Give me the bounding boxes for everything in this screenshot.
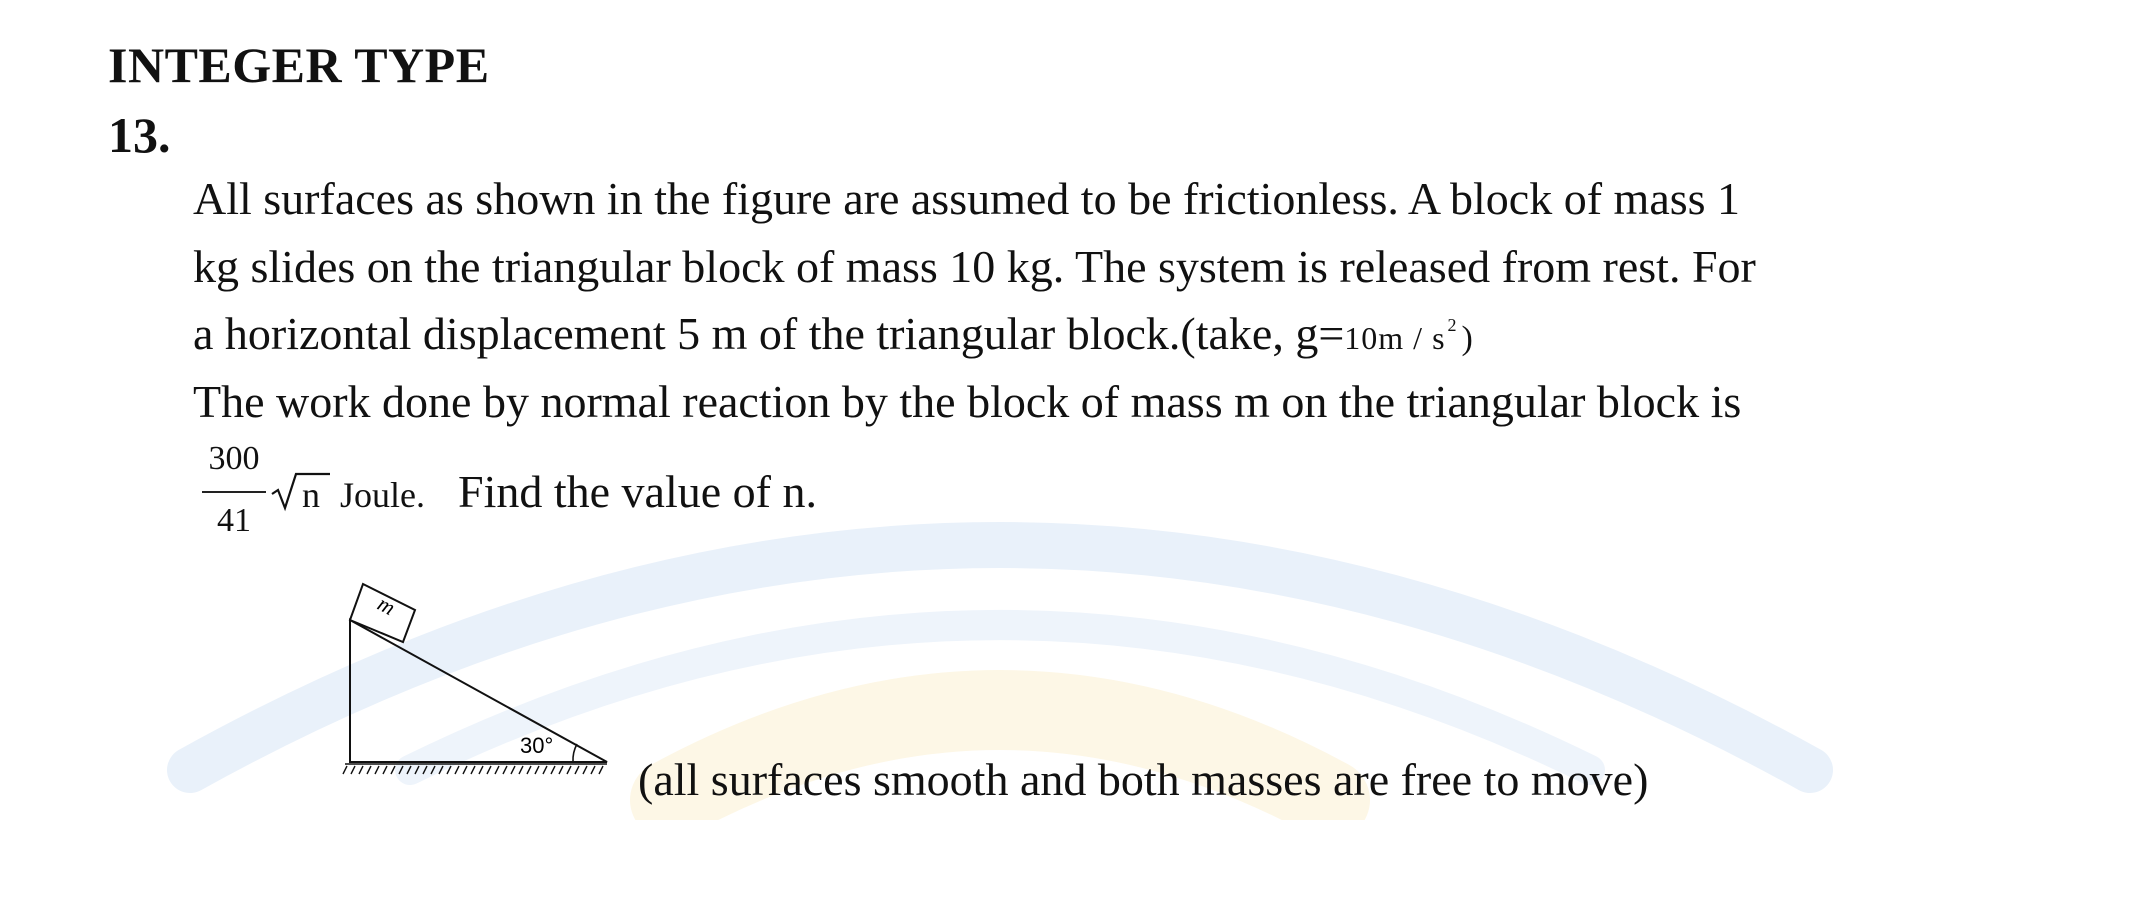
closing-paren: ) xyxy=(1461,320,1473,357)
square-root-sign xyxy=(270,472,330,512)
answer-prompt: Find the value of n. xyxy=(458,466,817,517)
question-number: 13. xyxy=(108,107,171,163)
question-line-4: The work done by normal reaction by the block of mass m on the triangular block is xyxy=(193,376,1742,427)
question-line-3 xyxy=(193,307,1473,360)
fraction-denominator: 41 xyxy=(217,502,251,539)
ground-hatch xyxy=(343,764,607,774)
section-title: INTEGER TYPE xyxy=(108,37,490,93)
square-root-radicand: n xyxy=(302,475,320,515)
figure-caption: (all surfaces smooth and both masses are free to move) xyxy=(638,754,1649,805)
gravity-unit-exponent: 2 xyxy=(1447,315,1458,335)
question-line-2: kg slides on the triangular block of mass 10 kg. The system is released from rest. For xyxy=(193,241,1756,292)
angle-label: 30° xyxy=(520,733,554,758)
fraction-numerator: 300 xyxy=(208,440,260,477)
fraction-bar xyxy=(202,491,266,493)
mass-block xyxy=(350,584,415,642)
block-label: m xyxy=(373,590,400,621)
gravity-unit xyxy=(1344,315,1458,356)
question-line-1: All surfaces as shown in the figure are assumed to be frictionless. A block of mass 1 xyxy=(193,173,1741,224)
triangular-block xyxy=(350,620,607,762)
incline-figure xyxy=(335,570,615,790)
gravity-unit-text: 10m / s xyxy=(1344,320,1446,356)
angle-arc xyxy=(573,744,577,762)
question-line-3-text: a horizontal displacement 5 m of the triangular block.(take, g= xyxy=(193,308,1345,359)
answer-unit: Joule. xyxy=(340,475,425,515)
